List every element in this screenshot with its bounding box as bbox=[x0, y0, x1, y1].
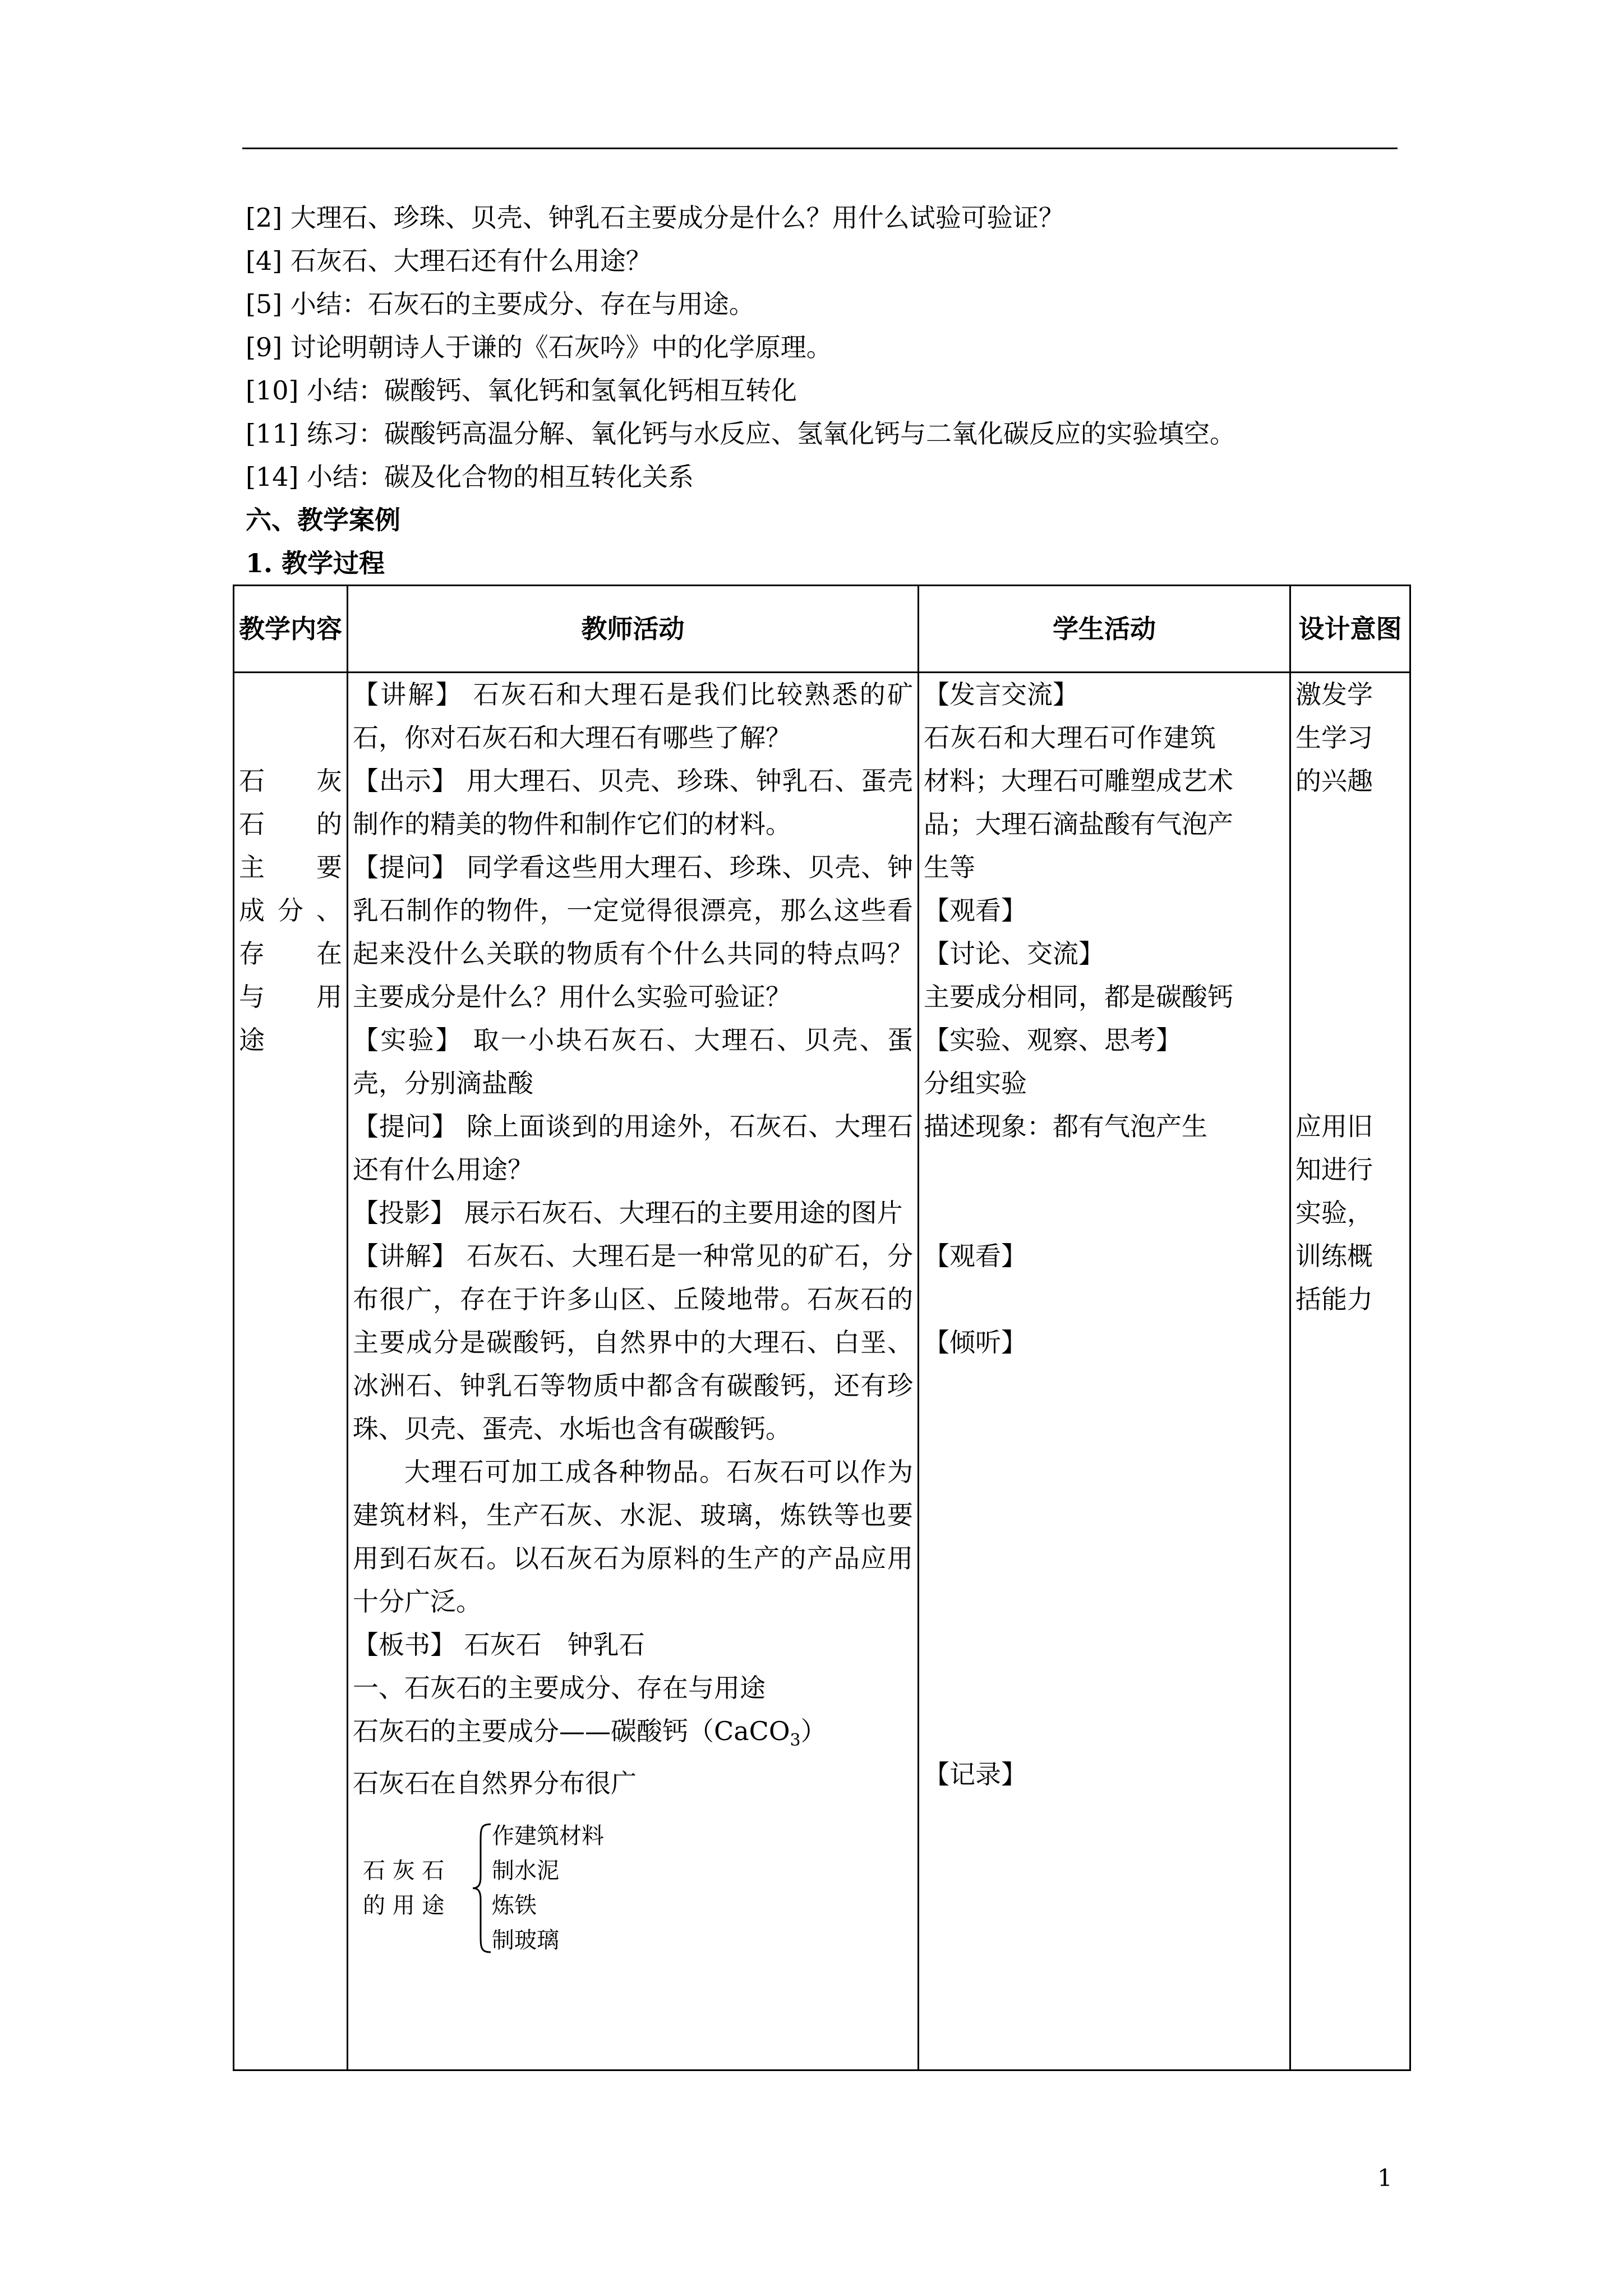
student-group: 分组实验 bbox=[924, 1068, 1027, 1098]
intro-line: [14] 小结：碳及化合物的相互转化关系 bbox=[246, 462, 694, 492]
sub-heading: 1. 教学过程 bbox=[246, 548, 385, 578]
intent-line: 括能力 bbox=[1295, 1284, 1373, 1314]
student-conclusion: 主要成分相同，都是碳酸钙 bbox=[924, 982, 1233, 1012]
content-line: 石 灰 bbox=[239, 766, 342, 796]
use-item: 制水泥 bbox=[492, 1858, 559, 1884]
diagram-left-line: 的 用 途 bbox=[363, 1893, 445, 1918]
brace-icon bbox=[471, 1821, 493, 1955]
intro-line: [9] 讨论明朝诗人于谦的《石灰吟》中的化学原理。 bbox=[246, 332, 832, 362]
section-heading: 六、教学案例 bbox=[246, 505, 400, 535]
content-line: 存 在 bbox=[239, 938, 342, 969]
intent-line: 知进行 bbox=[1295, 1154, 1373, 1185]
formula-subscript: 3 bbox=[790, 1731, 801, 1750]
lesson-table bbox=[233, 585, 1411, 2071]
teacher-board: 【板书】 石灰石 钟乳石 bbox=[353, 1630, 645, 1660]
content-line: 石 的 bbox=[239, 809, 342, 839]
student-experiment: 【实验、观察、思考】 bbox=[924, 1025, 1182, 1055]
teacher-explain-3: 大理石可加工成各种物品。石灰石可以作为建筑材料，生产石灰、水泥、玻璃，炼铁等也要用到石灰石。以石灰石为原料的生产的产品应用十分广泛。 bbox=[353, 1457, 913, 1617]
intro-line: [5] 小结：石灰石的主要成分、存在与用途。 bbox=[246, 289, 755, 319]
student-answer-line: 品；大理石滴盐酸有气泡产 bbox=[924, 809, 1233, 839]
intro-list bbox=[246, 196, 1423, 585]
intent-line: 激发学 bbox=[1295, 679, 1373, 710]
teacher-projection: 【投影】 展示石灰石、大理石的主要用途的图片 bbox=[353, 1198, 903, 1228]
student-listen: 【倾听】 bbox=[924, 1327, 1027, 1358]
diagram-left-line: 石 灰 石 bbox=[363, 1858, 445, 1884]
page-number: 1 bbox=[1377, 2164, 1393, 2192]
formula-text: 石灰石的主要成分——碳酸钙（CaCO bbox=[353, 1716, 790, 1746]
formula-close: ） bbox=[800, 1716, 827, 1746]
student-cell bbox=[919, 673, 1290, 2070]
intent-line: 的兴趣 bbox=[1295, 766, 1373, 796]
board-title: 一、石灰石的主要成分、存在与用途 bbox=[353, 1673, 766, 1703]
board-distribution: 石灰石在自然界分布很广 bbox=[353, 1768, 637, 1798]
student-share: 【发言交流】 bbox=[924, 679, 1078, 710]
student-watch: 【观看】 bbox=[924, 895, 1027, 926]
intent-cell bbox=[1290, 673, 1410, 2070]
teacher-cell bbox=[348, 673, 919, 2070]
diagram-uses bbox=[492, 1819, 604, 1958]
intro-line: [2] 大理石、珍珠、贝壳、钟乳石主要成分是什么？用什么试验可验证？ bbox=[246, 203, 1064, 233]
student-phenomenon: 描述现象：都有气泡产生 bbox=[924, 1111, 1207, 1142]
table-row bbox=[234, 673, 1410, 2070]
student-record: 【记录】 bbox=[924, 1759, 1027, 1789]
header-teacher: 教师活动 bbox=[348, 586, 919, 673]
header-content: 教学内容 bbox=[234, 586, 348, 673]
diagram-left-label bbox=[363, 1853, 444, 1923]
table-header-row bbox=[234, 586, 1410, 673]
use-item: 炼铁 bbox=[492, 1893, 537, 1918]
teacher-question-1: 【提问】 同学看这些用大理石、珍珠、贝壳、钟乳石制作的物件，一定觉得很漂亮，那么这些看起来没什么关联的物质有个什么共同的特点吗？主要成分是什么？用什么实验可验证？ bbox=[353, 852, 913, 1012]
header-student: 学生活动 bbox=[919, 586, 1290, 673]
student-watch-2: 【观看】 bbox=[924, 1241, 1027, 1271]
content-line: 主 要 bbox=[239, 852, 342, 882]
intro-line: [11] 练习：碳酸钙高温分解、氧化钙与水反应、氢氧化钙与二氧化碳反应的实验填空。 bbox=[246, 418, 1236, 449]
teacher-question-2: 【提问】 除上面谈到的用途外，石灰石、大理石还有什么用途？ bbox=[353, 1111, 913, 1185]
use-item: 作建筑材料 bbox=[492, 1823, 604, 1849]
content-cell bbox=[234, 673, 348, 2070]
content-line: 成分、 bbox=[239, 895, 342, 926]
intent-line: 训练概 bbox=[1295, 1241, 1373, 1271]
teacher-explain-1: 【讲解】 石灰石和大理石是我们比较熟悉的矿石，你对石灰石和大理石有哪些了解？ bbox=[353, 679, 913, 753]
teacher-show: 【出示】 用大理石、贝壳、珍珠、钟乳石、蛋壳制作的精美的物件和制作它们的材料。 bbox=[353, 766, 913, 839]
content-line: 途 bbox=[239, 1025, 265, 1055]
content-line: 与 用 bbox=[239, 982, 342, 1012]
teacher-experiment: 【实验】 取一小块石灰石、大理石、贝壳、蛋壳，分别滴盐酸 bbox=[353, 1025, 913, 1098]
student-answer-line: 石灰石和大理石可作建筑 bbox=[924, 723, 1217, 753]
header-intent: 设计意图 bbox=[1290, 586, 1410, 673]
use-item: 制玻璃 bbox=[492, 1927, 559, 1953]
uses-diagram bbox=[353, 1819, 913, 1959]
intent-line: 应用旧 bbox=[1295, 1111, 1373, 1142]
board-formula-line bbox=[353, 1710, 913, 1762]
student-discuss: 【讨论、交流】 bbox=[924, 938, 1104, 969]
intent-line: 实验， bbox=[1295, 1198, 1373, 1228]
header-rule bbox=[242, 148, 1398, 149]
teacher-explain-2: 【讲解】 石灰石、大理石是一种常见的矿石，分布很广，存在于许多山区、丘陵地带。石灰石的主要成分是碳酸钙，自然界中的大理石、白垩、冰洲石、钟乳石等物质中都含有碳酸钙，还有珍珠、贝壳、蛋壳、水垢也含有碳酸钙。 bbox=[353, 1241, 913, 1444]
intro-line: [10] 小结：碳酸钙、氧化钙和氢氧化钙相互转化 bbox=[246, 375, 797, 406]
intro-line: [4] 石灰石、大理石还有什么用途？ bbox=[246, 246, 652, 276]
intent-line: 生学习 bbox=[1295, 723, 1373, 753]
student-answer-line: 生等 bbox=[924, 852, 975, 882]
student-answer-line: 材料；大理石可雕塑成艺术 bbox=[924, 766, 1233, 796]
